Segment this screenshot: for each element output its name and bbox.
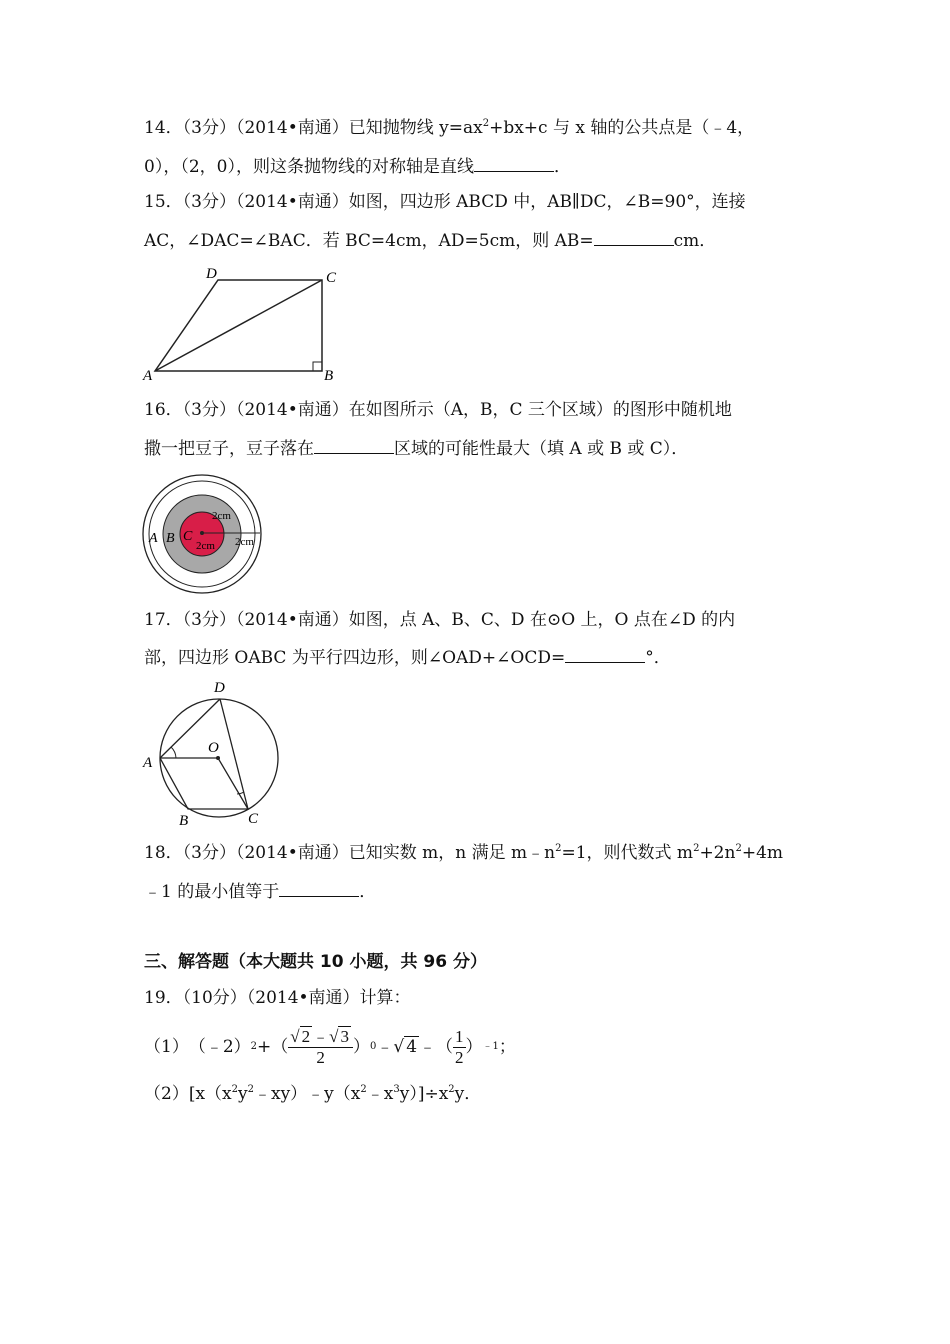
center-point-o <box>216 756 220 760</box>
label-a: A <box>143 368 153 384</box>
answer-blank <box>474 155 554 172</box>
q17-circle-quadrilateral-figure <box>140 678 290 828</box>
fraction-denominator: 2 <box>316 1048 325 1067</box>
sqrt-3: 3 <box>340 1027 349 1046</box>
part1-plus: +（ <box>257 1037 289 1057</box>
q18-sup-3: 2 <box>735 843 742 854</box>
right-angle-mark <box>313 362 322 371</box>
q18-text-a: 18．（3分）（2014•南通）已知实数 m，n 满足 m﹣n <box>144 843 556 863</box>
q14-text-a: 14．（3分）（2014•南通）已知抛物线 y=ax <box>144 118 483 138</box>
q16-text-b: 区域的可能性最大（填 A 或 B 或 C）． <box>394 439 689 459</box>
part1-close-paren: ） <box>352 1037 370 1057</box>
label-d: D <box>214 680 225 696</box>
label-b: B <box>179 813 189 829</box>
q15-line2 <box>144 229 716 252</box>
section-heading: 三、解答题（本大题共 10 小题，共 96 分） <box>144 952 487 972</box>
p2-d: ﹣x <box>366 1084 394 1104</box>
part1-label: （1） <box>144 1037 189 1057</box>
p2-a: （2）[x（x <box>144 1084 232 1104</box>
q16-line1: 16．（3分）（2014•南通）在如图所示（A，B，C 三个区域）的图形中随机地 <box>144 400 732 420</box>
q14-text-b: +bx+c 与 x 轴的公共点是（﹣4， <box>489 118 755 138</box>
part1-minus-paren: ﹣（ <box>419 1037 454 1057</box>
fraction-half <box>453 1027 466 1068</box>
sqrt-4: √ 4 <box>393 1037 418 1057</box>
part1-end: ； <box>498 1037 516 1057</box>
q17-text-b: °． <box>645 648 671 668</box>
q18-text-d: +4m <box>741 843 784 863</box>
sqrt-4-radicand: 4 <box>406 1037 418 1057</box>
diagonal-ac <box>155 280 322 371</box>
parallelogram-oabc <box>160 758 248 809</box>
q14-line1 <box>144 117 754 139</box>
q14-line2 <box>144 155 571 178</box>
p2-s2: 2 <box>247 1084 254 1095</box>
label-a: A <box>143 755 153 771</box>
q17-line1: 17．（3分）（2014•南通）如图，点 A、B、C、D 在⊙O 上，O 点在∠D 的内 <box>144 610 736 630</box>
q15-line1: 15．（3分）（2014•南通）如图，四边形 ABCD 中，AB∥DC，∠B=90°，连接 <box>144 192 746 212</box>
q18-text-c: +2n <box>699 843 736 863</box>
sqrt-2: 2 <box>301 1027 311 1046</box>
label-radius-1: 2cm <box>212 510 231 522</box>
angle-mark-a <box>171 747 176 758</box>
part1-close-paren-2: ） <box>465 1037 483 1057</box>
label-o: O <box>208 740 219 756</box>
label-c: C <box>183 529 193 544</box>
p2-f: y． <box>454 1084 482 1104</box>
label-radius-3: 2cm <box>235 536 254 548</box>
q19-line1: 19．（10分）（2014•南通）计算： <box>144 988 411 1008</box>
q18-line2 <box>144 880 376 903</box>
part1-minus: ﹣ <box>376 1037 394 1057</box>
q16-line2 <box>144 437 688 460</box>
q19-part2 <box>144 1083 481 1105</box>
q14-sup: 2 <box>482 118 490 129</box>
q16-text-a: 撒一把豆子，豆子落在 <box>144 439 314 459</box>
q17-line2 <box>144 646 671 669</box>
answer-blank <box>565 646 645 663</box>
label-a: A <box>149 531 158 546</box>
q15-text-a: AC，∠DAC=∠BAC．若 BC=4cm，AD=5cm，则 AB= <box>144 231 594 251</box>
half-denominator: 2 <box>455 1047 464 1067</box>
half-numerator: 1 <box>455 1026 464 1046</box>
label-b: B <box>324 368 334 384</box>
p2-s3: 2 <box>360 1084 367 1095</box>
part1-base: （﹣2） <box>188 1037 251 1057</box>
q14-text-c: 0），（2，0），则这条抛物线的对称轴是直线 <box>144 157 474 177</box>
q15-text-b: cm． <box>673 231 717 251</box>
answer-blank <box>279 880 359 897</box>
label-d: D <box>206 266 217 282</box>
answer-blank <box>314 437 394 454</box>
q14-text-d: ． <box>553 157 571 177</box>
q18-line1 <box>144 842 783 864</box>
q15-trapezoid-figure <box>140 262 350 387</box>
q16-concentric-circles-figure <box>140 472 270 597</box>
answer-blank <box>594 229 674 246</box>
q17-text-a: 部，四边形 OABC 为平行四边形，则∠OAD+∠OCD= <box>144 648 566 668</box>
q19-part1: （1） （﹣2） 2 +（ $\frac{√ 2 ﹣√ 3}{2}$ ） 0 ﹣ √ 4 ﹣（ $\frac{1}{2}$ ） ﹣1 ； <box>144 1026 516 1067</box>
p2-c: ﹣xy）﹣y（x <box>253 1084 361 1104</box>
q18-text-e: ﹣1 的最小值等于 <box>144 882 280 902</box>
p2-e: y）]÷x <box>399 1084 449 1104</box>
label-radius-2: 2cm <box>196 540 215 552</box>
q18-text-f: ． <box>359 882 377 902</box>
q18-text-b: =1，则代数式 m <box>561 843 694 863</box>
q18-sup-2: 2 <box>693 843 700 854</box>
label-c: C <box>248 811 259 827</box>
num-minus: ﹣ <box>312 1027 330 1046</box>
p2-s5: 2 <box>448 1084 455 1095</box>
label-c: C <box>326 270 337 286</box>
center-point <box>200 531 204 535</box>
fraction-numerator: √ 2 ﹣√ 3 <box>288 1026 353 1048</box>
p2-s1: 2 <box>231 1084 238 1095</box>
p2-b: y <box>238 1084 248 1104</box>
label-b: B <box>166 531 175 546</box>
q18-sup-1: 2 <box>555 843 562 854</box>
fraction-sqrt <box>288 1026 353 1068</box>
p2-s4: 3 <box>393 1084 400 1095</box>
